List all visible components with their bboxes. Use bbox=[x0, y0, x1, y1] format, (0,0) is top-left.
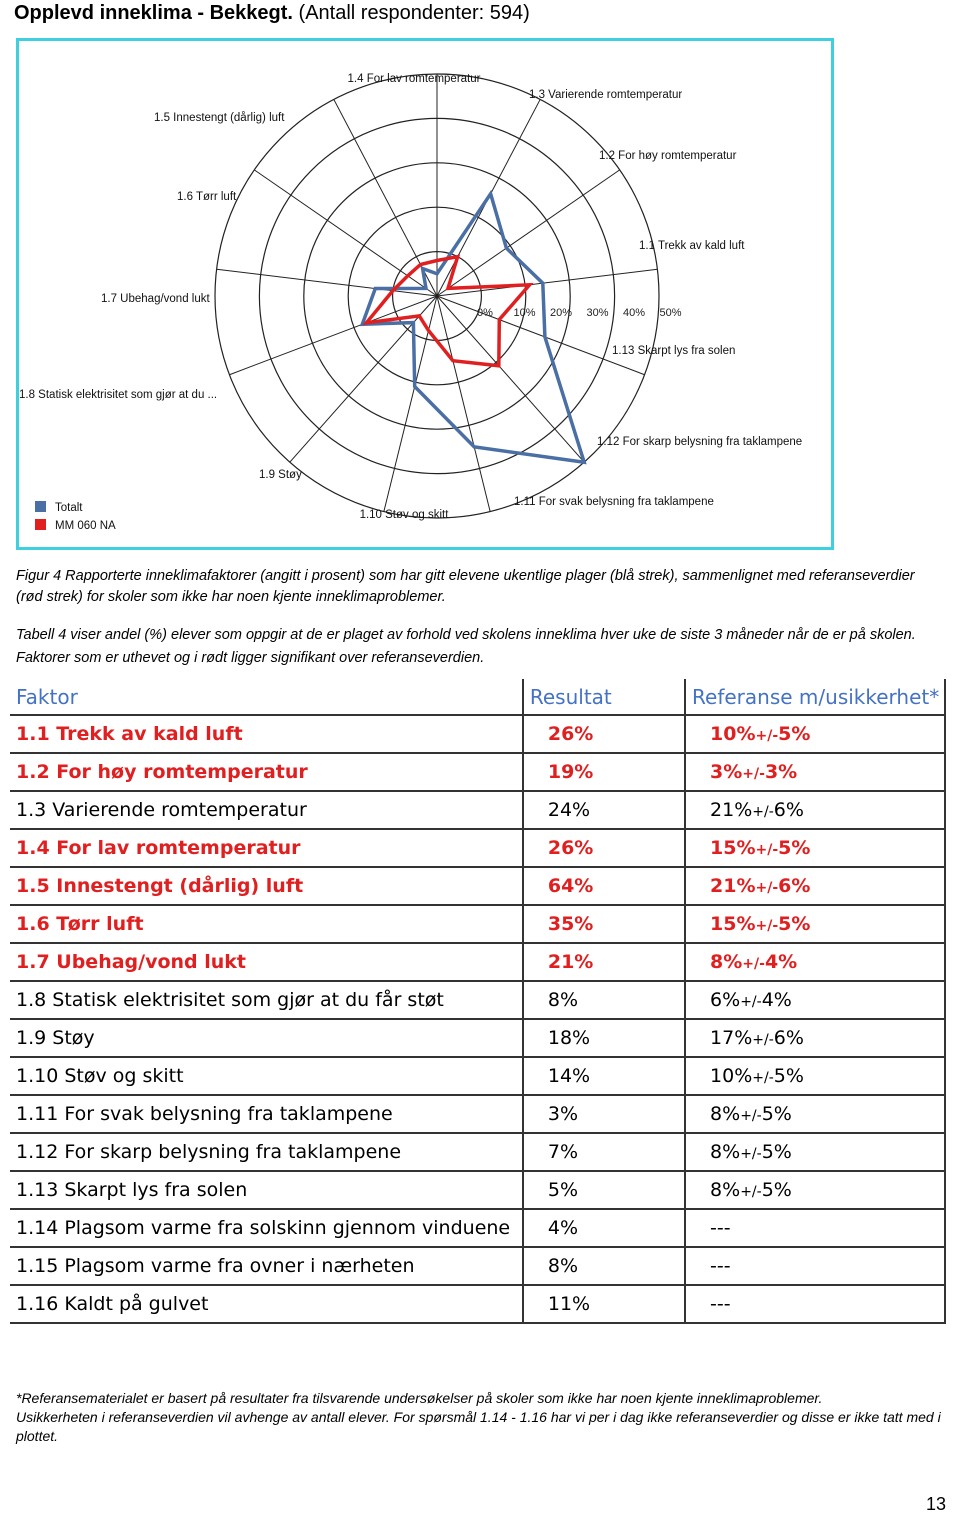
axis-label: 1.5 Innestengt (dårlig) luft bbox=[154, 112, 285, 124]
cell-faktor: 1.5 Innestengt (dårlig) luft bbox=[10, 867, 523, 905]
cell-resultat: 64% bbox=[523, 867, 685, 905]
cell-resultat: 8% bbox=[523, 1247, 685, 1285]
legend-swatch bbox=[35, 501, 46, 512]
uncertainty: 6% bbox=[773, 799, 804, 821]
cell-referanse bbox=[685, 1095, 945, 1133]
title-respondents: (Antall respondenter: 594) bbox=[298, 2, 530, 24]
legend-swatch bbox=[35, 519, 46, 530]
table-row bbox=[10, 1285, 945, 1323]
page-title bbox=[14, 2, 530, 25]
table-row bbox=[10, 791, 945, 829]
tick-label: 40% bbox=[623, 307, 646, 319]
ref-value: 6% bbox=[710, 989, 741, 1011]
ref-value: 8% bbox=[710, 951, 743, 973]
cell-resultat: 14% bbox=[523, 1057, 685, 1095]
plus-minus: +/- bbox=[755, 728, 779, 744]
cell-resultat: 24% bbox=[523, 791, 685, 829]
cell-referanse bbox=[685, 1209, 945, 1247]
grid-spoke bbox=[437, 296, 584, 462]
cell-referanse bbox=[685, 829, 945, 867]
table-caption bbox=[16, 624, 956, 670]
plus-minus: +/- bbox=[755, 918, 779, 934]
table-row bbox=[10, 1095, 945, 1133]
cell-resultat: 5% bbox=[523, 1171, 685, 1209]
table-row bbox=[10, 943, 945, 981]
cell-faktor: 1.8 Statisk elektrisitet som gjør at du får støt bbox=[10, 981, 523, 1019]
cell-resultat: 3% bbox=[523, 1095, 685, 1133]
plus-minus: +/- bbox=[755, 880, 779, 896]
legend-label: MM 060 NA bbox=[55, 520, 116, 532]
uncertainty: 4% bbox=[761, 989, 792, 1011]
tick-label: 30% bbox=[586, 307, 609, 319]
uncertainty: 6% bbox=[773, 1027, 804, 1049]
cell-faktor: 1.16 Kaldt på gulvet bbox=[10, 1285, 523, 1323]
plus-minus: +/- bbox=[740, 994, 762, 1010]
cell-referanse bbox=[685, 943, 945, 981]
footnote-line1: *Referansematerialet er basert på resultater fra tilsvarende undersøkelser på skoler som ikke har noen kjente inneklimaproblemer. bbox=[16, 1390, 823, 1406]
plus-minus: +/- bbox=[742, 956, 765, 972]
uncertainty: 4% bbox=[764, 951, 798, 973]
axis-label: 1.12 For skarp belysning fra taklampene bbox=[597, 436, 803, 448]
footnote-line2: Usikkerheten i referanseverdien vil avhenge av antall elever. For spørsmål 1.14 - 1.16 har vi per i dag ikke referanseverdier og disse er ikke tatt med i plottet. bbox=[16, 1409, 941, 1444]
plus-minus: +/- bbox=[740, 1108, 762, 1124]
series-line-reference bbox=[366, 257, 529, 366]
table-caption-line2: Faktorer som er uthevet og i rødt ligger signifikant over referanseverdien. bbox=[16, 650, 485, 666]
ref-value: 8% bbox=[710, 1179, 741, 1201]
plus-minus: +/- bbox=[742, 766, 765, 782]
cell-referanse bbox=[685, 1285, 945, 1323]
axis-label: 1.6 Tørr luft bbox=[177, 191, 237, 203]
uncertainty: 5% bbox=[778, 837, 811, 859]
header-resultat: Resultat bbox=[523, 679, 685, 715]
cell-faktor: 1.9 Støy bbox=[10, 1019, 523, 1057]
cell-referanse bbox=[685, 981, 945, 1019]
tick-label: 50% bbox=[659, 307, 682, 319]
axis-label: 1.11 For svak belysning fra taklampene bbox=[514, 496, 714, 508]
ref-value: 10% bbox=[710, 1065, 753, 1087]
cell-resultat: 26% bbox=[523, 829, 685, 867]
cell-faktor: 1.15 Plagsom varme fra ovner i nærheten bbox=[10, 1247, 523, 1285]
cell-faktor: 1.1 Trekk av kald luft bbox=[10, 715, 523, 753]
cell-referanse bbox=[685, 715, 945, 753]
cell-faktor: 1.12 For skarp belysning fra taklampene bbox=[10, 1133, 523, 1171]
cell-referanse bbox=[685, 905, 945, 943]
table-row bbox=[10, 1019, 945, 1057]
cell-referanse bbox=[685, 1057, 945, 1095]
table-row bbox=[10, 1133, 945, 1171]
footnote bbox=[16, 1389, 956, 1446]
cell-resultat: 35% bbox=[523, 905, 685, 943]
cell-faktor: 1.13 Skarpt lys fra solen bbox=[10, 1171, 523, 1209]
ref-value: --- bbox=[710, 1255, 731, 1277]
cell-referanse bbox=[685, 1019, 945, 1057]
cell-faktor: 1.10 Støv og skitt bbox=[10, 1057, 523, 1095]
axis-label: 1.3 Varierende romtemperatur bbox=[529, 89, 683, 101]
table-caption-line1: Tabell 4 viser andel (%) elever som oppgir at de er plaget av forhold ved skolens inneklima hver uke de siste 3 måneder når de er på skolen. bbox=[16, 627, 916, 643]
table-row bbox=[10, 1171, 945, 1209]
table-row bbox=[10, 867, 945, 905]
ref-value: 21% bbox=[710, 875, 756, 897]
cell-resultat: 7% bbox=[523, 1133, 685, 1171]
uncertainty: 5% bbox=[761, 1141, 792, 1163]
table-row bbox=[10, 981, 945, 1019]
plus-minus: +/- bbox=[740, 1146, 762, 1162]
grid-spoke bbox=[437, 296, 490, 512]
ref-value: 8% bbox=[710, 1141, 741, 1163]
axis-label: 1.4 For lav romtemperatur bbox=[347, 73, 481, 85]
uncertainty: 6% bbox=[778, 875, 811, 897]
cell-resultat: 19% bbox=[523, 753, 685, 791]
ref-value: 21% bbox=[710, 799, 753, 821]
plus-minus: +/- bbox=[752, 1032, 774, 1048]
uncertainty: 5% bbox=[773, 1065, 804, 1087]
cell-referanse bbox=[685, 1171, 945, 1209]
ref-value: 15% bbox=[710, 837, 756, 859]
table-row bbox=[10, 1247, 945, 1285]
plus-minus: +/- bbox=[752, 804, 774, 820]
cell-faktor: 1.7 Ubehag/vond lukt bbox=[10, 943, 523, 981]
ref-value: --- bbox=[710, 1217, 731, 1239]
cell-referanse bbox=[685, 791, 945, 829]
ref-value: 8% bbox=[710, 1103, 741, 1125]
table-header-row bbox=[10, 679, 945, 715]
cell-resultat: 4% bbox=[523, 1209, 685, 1247]
radar-chart bbox=[19, 41, 831, 547]
cell-referanse bbox=[685, 1133, 945, 1171]
table-row bbox=[10, 1057, 945, 1095]
axis-label: 1.1 Trekk av kald luft bbox=[639, 240, 745, 252]
tick-label: 20% bbox=[550, 307, 573, 319]
uncertainty: 5% bbox=[778, 913, 811, 935]
tick-label: 0% bbox=[477, 307, 493, 319]
header-faktor: Faktor bbox=[10, 679, 523, 715]
ref-value: 15% bbox=[710, 913, 756, 935]
axis-label: 1.13 Skarpt lys fra solen bbox=[612, 345, 736, 357]
ref-value: 10% bbox=[710, 723, 756, 745]
cell-faktor: 1.3 Varierende romtemperatur bbox=[10, 791, 523, 829]
table-row bbox=[10, 753, 945, 791]
cell-referanse bbox=[685, 1247, 945, 1285]
table-row bbox=[10, 829, 945, 867]
axis-label: 1.10 Støv og skitt bbox=[359, 509, 449, 521]
ref-value: 3% bbox=[710, 761, 743, 783]
table-row bbox=[10, 905, 945, 943]
table-row bbox=[10, 715, 945, 753]
ref-value: 17% bbox=[710, 1027, 753, 1049]
ref-value: --- bbox=[710, 1293, 731, 1315]
cell-resultat: 26% bbox=[523, 715, 685, 753]
legend-label: Totalt bbox=[55, 502, 83, 514]
cell-resultat: 8% bbox=[523, 981, 685, 1019]
plus-minus: +/- bbox=[752, 1070, 774, 1086]
cell-faktor: 1.14 Plagsom varme fra solskinn gjennom vinduene bbox=[10, 1209, 523, 1247]
uncertainty: 5% bbox=[778, 723, 811, 745]
axis-label: 1.8 Statisk elektrisitet som gjør at du ... bbox=[19, 389, 218, 401]
header-referanse: Referanse m/usikkerhet* bbox=[685, 679, 945, 715]
cell-faktor: 1.2 For høy romtemperatur bbox=[10, 753, 523, 791]
table-row bbox=[10, 1209, 945, 1247]
cell-faktor: 1.11 For svak belysning fra taklampene bbox=[10, 1095, 523, 1133]
series-line-totalt bbox=[362, 194, 584, 462]
axis-label: 1.9 Støy bbox=[259, 469, 302, 481]
cell-referanse bbox=[685, 867, 945, 905]
cell-resultat: 11% bbox=[523, 1285, 685, 1323]
uncertainty: 5% bbox=[761, 1103, 792, 1125]
cell-resultat: 18% bbox=[523, 1019, 685, 1057]
results-table bbox=[10, 679, 946, 1324]
grid-spoke bbox=[229, 296, 437, 375]
radar-chart-frame bbox=[16, 38, 834, 550]
axis-label: 1.2 For høy romtemperatur bbox=[599, 150, 737, 162]
cell-resultat: 21% bbox=[523, 943, 685, 981]
axis-label: 1.7 Ubehag/vond lukt bbox=[101, 293, 210, 305]
cell-faktor: 1.6 Tørr luft bbox=[10, 905, 523, 943]
uncertainty: 3% bbox=[764, 761, 798, 783]
title-bold: Opplevd inneklima - Bekkegt. bbox=[14, 2, 293, 24]
tick-label: 10% bbox=[513, 307, 536, 319]
page-number: 13 bbox=[925, 1494, 946, 1514]
cell-faktor: 1.4 For lav romtemperatur bbox=[10, 829, 523, 867]
uncertainty: 5% bbox=[761, 1179, 792, 1201]
plus-minus: +/- bbox=[740, 1184, 762, 1200]
cell-referanse bbox=[685, 753, 945, 791]
plus-minus: +/- bbox=[755, 842, 779, 858]
figure-caption: Figur 4 Rapporterte inneklimafaktorer (angitt i prosent) som har gitt elevene ukentlige plager (blå strek), sammenlignet med referanseverdier (rød strek) for skoler som ikke har noen kjente inneklimaproblemer. bbox=[16, 568, 915, 605]
